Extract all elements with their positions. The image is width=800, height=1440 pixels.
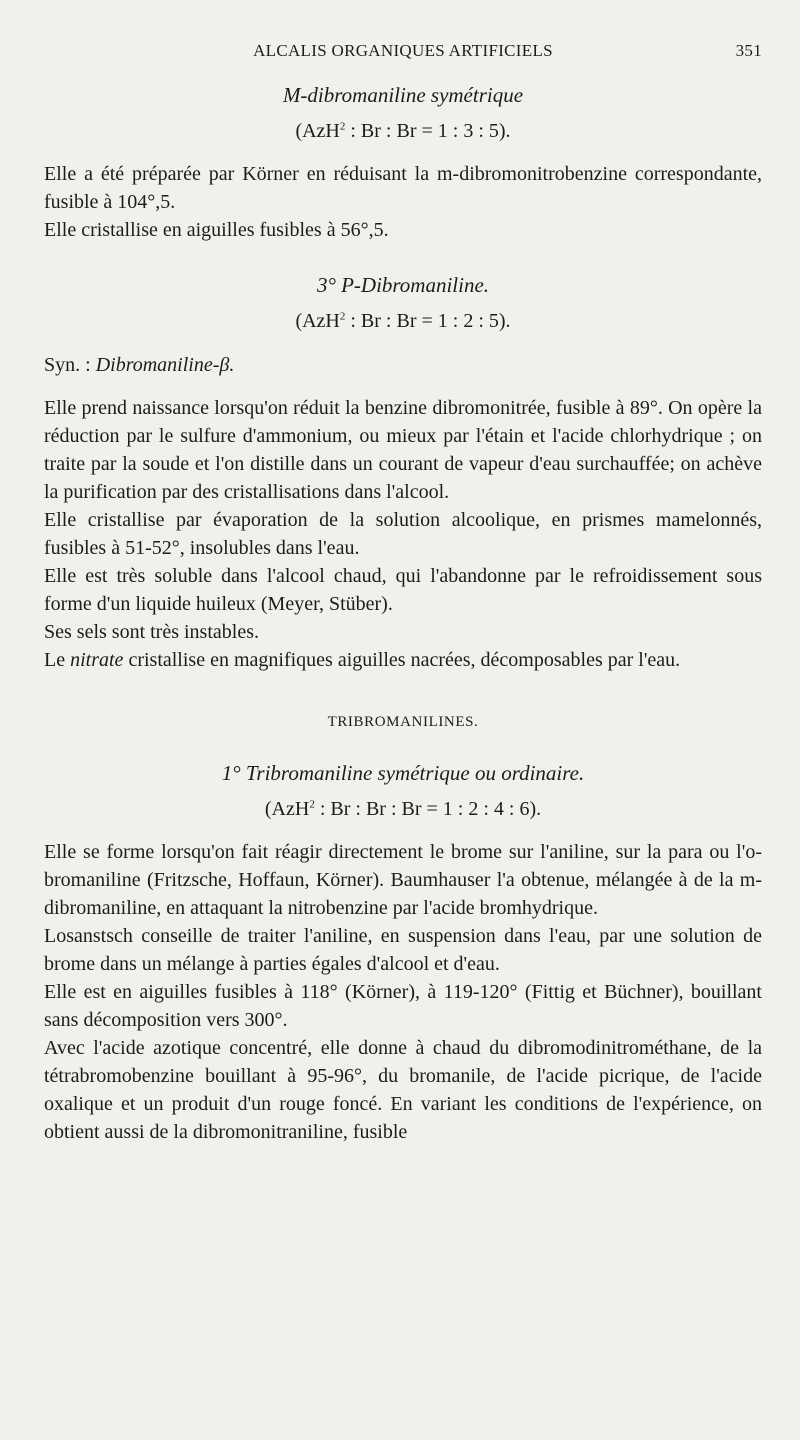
paragraph: Elle prend naissance lorsqu'on réduit la benzine dibromonitrée, fusible à 89°. On opère la réduction par le sulfure d'ammonium, ou mieux par l'étain et l'acide chlorhydrique ; on traite par la soude et l'on distille dans un courant de vapeur d'eau surchauffée; on achève la purification par des cristallisations dans l'alcool.	[44, 397, 762, 503]
paragraph: Elle cristallise par évaporation de la solution alcoolique, en prismes mamelonnés, fusibles à 51-52°, insolubles dans l'eau.	[44, 509, 762, 559]
paragraph: Elle est en aiguilles fusibles à 118° (Körner), à 119-120° (Fittig et Büchner), bouillant sans décomposition vers 300°.	[44, 981, 762, 1031]
paragraph: Elle se forme lorsqu'on fait réagir directement le brome sur l'aniline, sur la para ou l'o-bromaniline (Fritzsche, Hoffaun, Körner). Baumhauser l'a obtenue, mélangée à de la m-dibromaniline, en attaquant la nitrobenzine par l'acide bromhydrique.	[44, 841, 762, 919]
paragraph: Elle a été préparée par Körner en réduisant la m-dibromonitrobenzine correspondante, fusible à 104°,5.	[44, 163, 762, 213]
section-heading-p-dibromaniline: 3° P-Dibromaniline.	[316, 273, 490, 297]
paragraph: Elle cristallise en aiguilles fusibles à 56°,5.	[44, 219, 389, 241]
formula-tribromaniline: (AzH$^2$ : Br : Br : Br = 1 : 2 : 4 : 6).	[264, 798, 542, 820]
page-number: 351	[735, 41, 762, 60]
header-title: ALCALIS ORGANIQUES ARTIFICIELS	[253, 41, 553, 60]
running-header	[44, 34, 762, 68]
section-heading-m-dibromaniline: M-dibromaniline symétrique	[282, 83, 524, 107]
paragraph: Avec l'acide azotique concentré, elle donne à chaud du dibromodinitrométhane, de la tétrabromobenzine bouillant à 95-96°, du bromanile, de l'acide picrique, de l'acide oxalique et un produit d'un rouge foncé. En variant les conditions de l'expérience, on obtient aussi de la dibromonitraniline, fusible	[44, 1037, 762, 1143]
synonym-line: Syn. : Dibromaniline-β.	[44, 354, 235, 376]
paragraph: Losanstsch conseille de traiter l'aniline, en suspension dans l'eau, par une solution de brome dans un mélange à parties égales d'alcool et d'eau.	[44, 925, 762, 975]
paragraph: Ses sels sont très instables.	[44, 621, 259, 643]
paragraph: Le nitrate cristallise en magnifiques aiguilles nacrées, décomposables par l'eau.	[44, 649, 681, 671]
section-heading-tribromaniline: 1° Tribromaniline symétrique ou ordinaire.	[221, 761, 585, 785]
paragraph: Elle est très soluble dans l'alcool chaud, qui l'abandonne par le refroidissement sous forme d'un liquide huileux (Meyer, Stüber).	[44, 565, 762, 615]
formula-m-dibromaniline: (AzH$^2$ : Br : Br = 1 : 3 : 5).	[295, 120, 511, 142]
section-title-tribromanilines: TRIBROMANILINES.	[327, 714, 479, 730]
formula-p-dibromaniline: (AzH$^2$ : Br : Br = 1 : 2 : 5).	[295, 310, 511, 332]
